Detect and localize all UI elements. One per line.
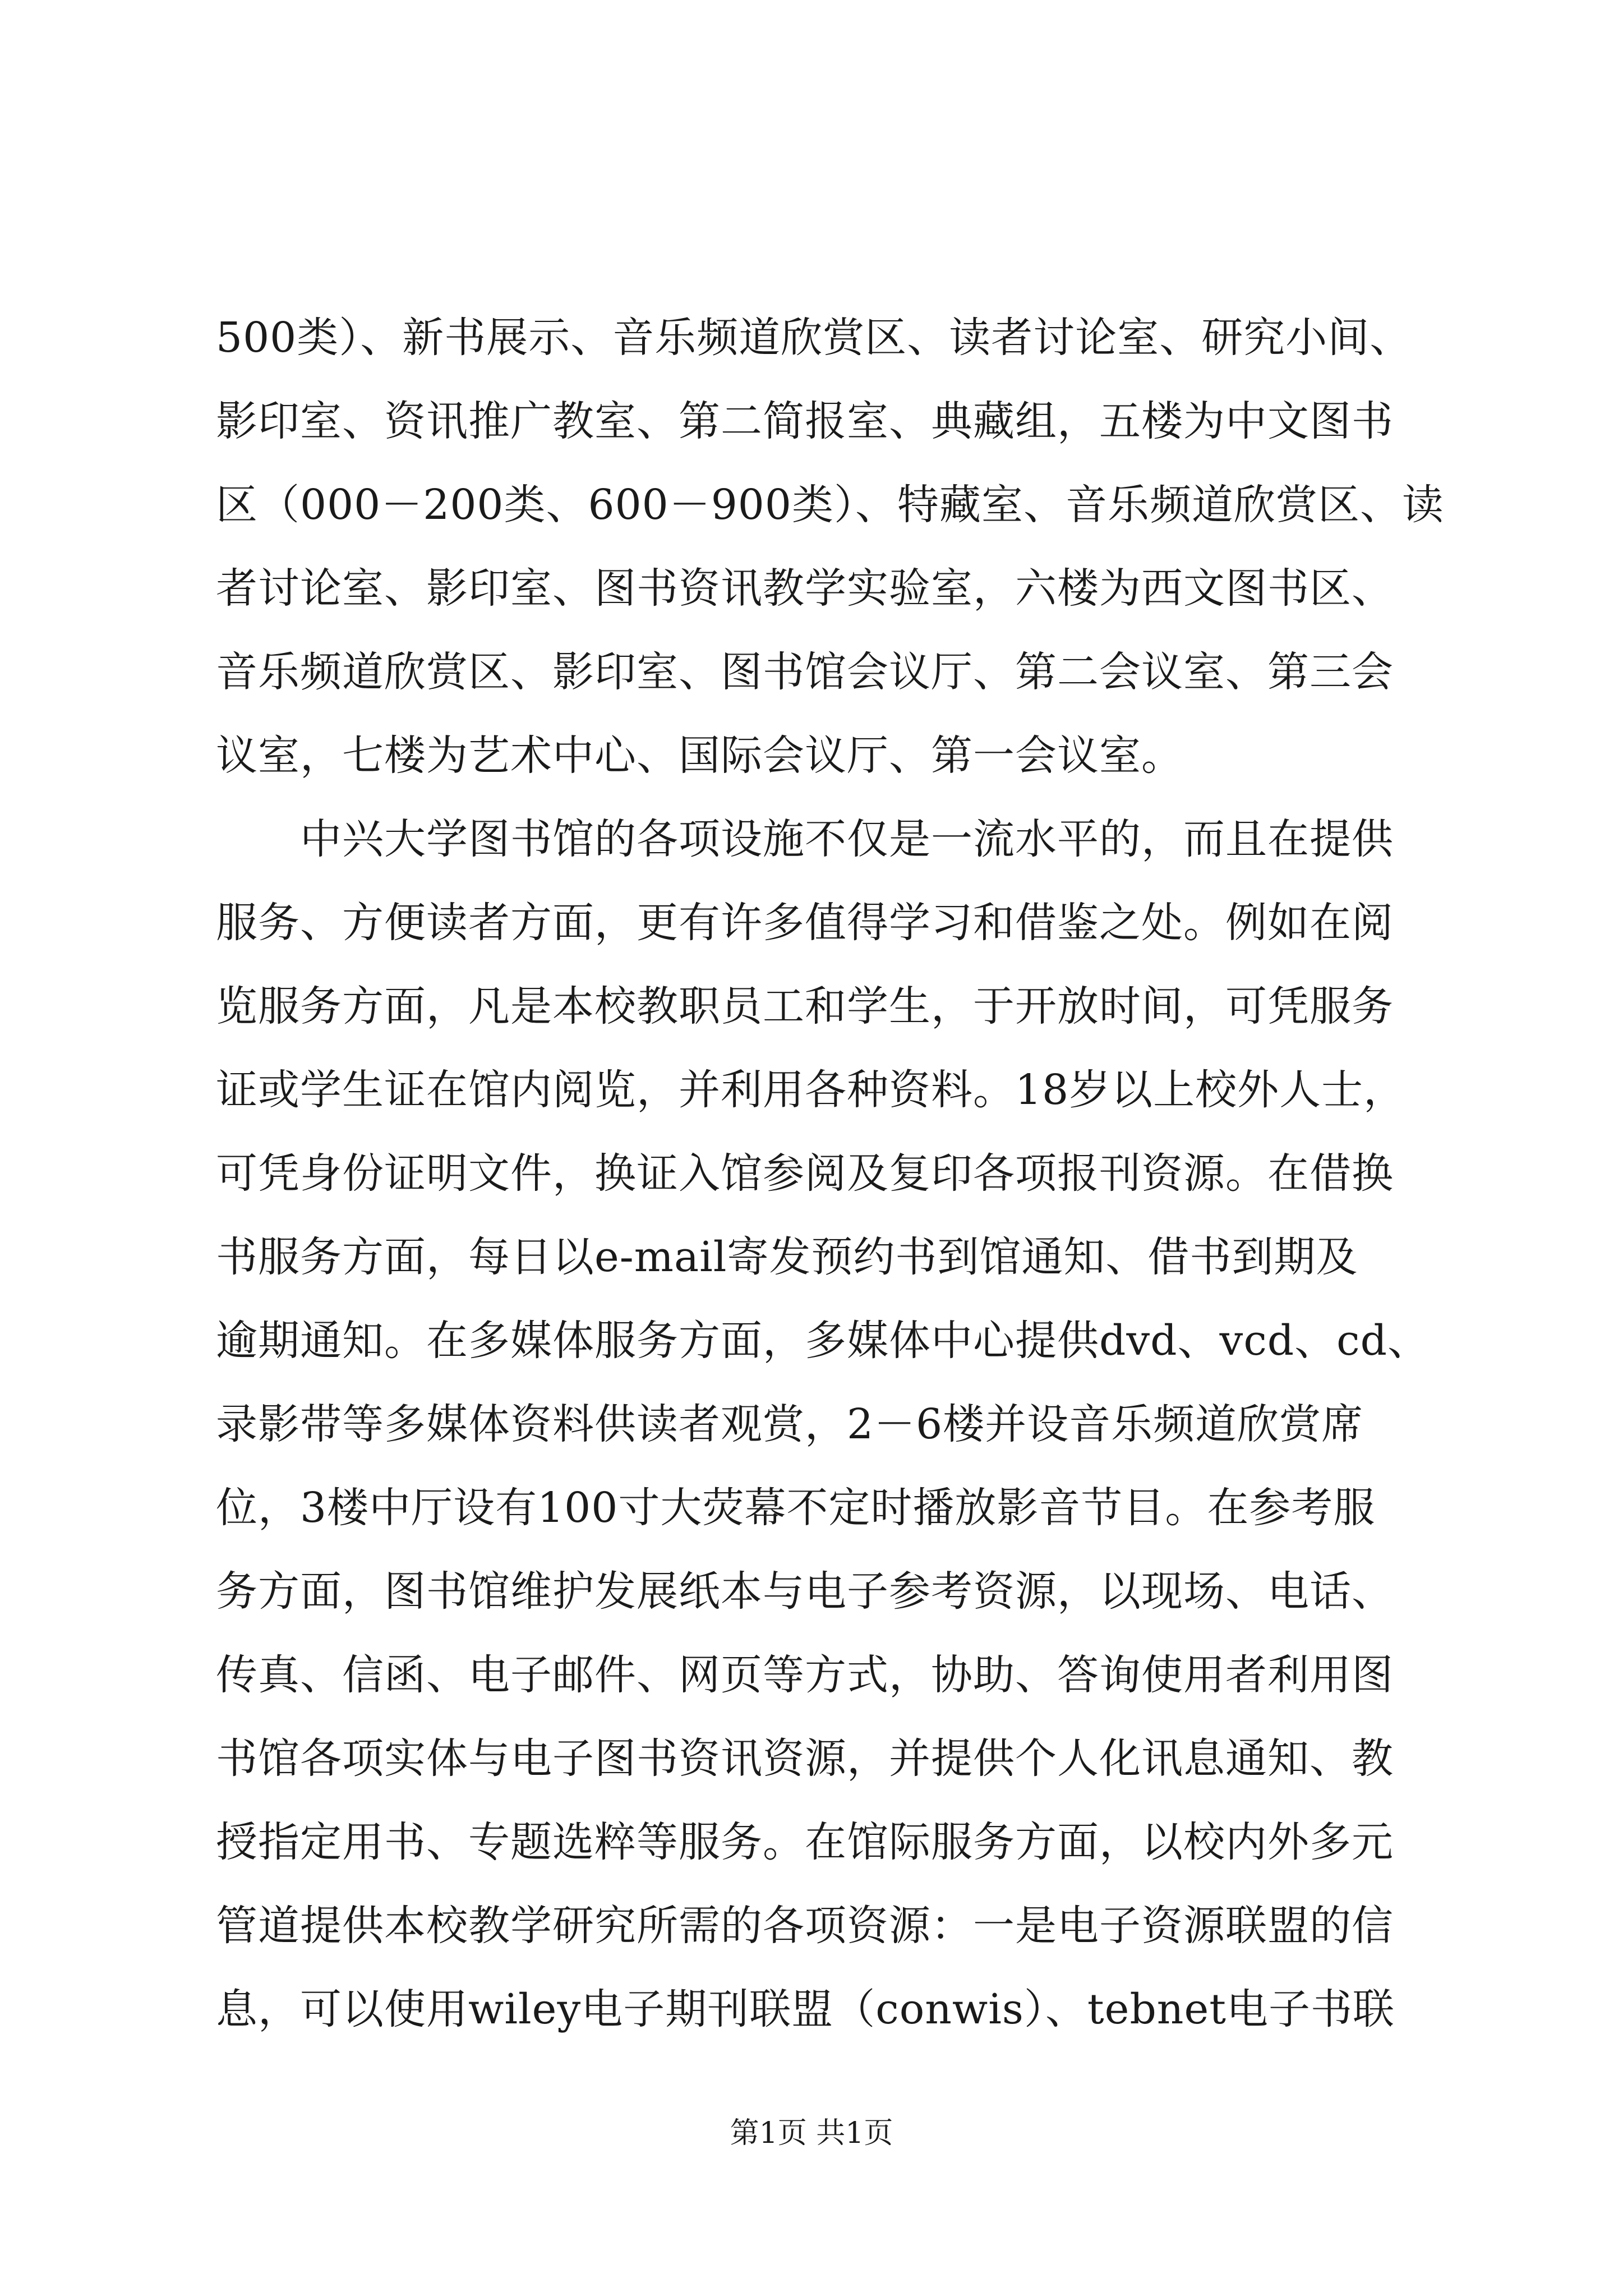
text-line: 务方面，图书馆维护发展纸本与电子参考资源，以现场、电话、	[216, 1567, 1394, 1616]
paragraph-first-line: 中兴大学图书馆的各项设施不仅是一流水平的，而且在提供	[300, 815, 1394, 863]
text-line: 议室，七楼为艺术中心、国际会议厅、第一会议室。	[216, 731, 1183, 780]
text-line: 传真、信函、电子邮件、网页等方式，协助、答询使用者利用图	[216, 1651, 1394, 1699]
page-footer: 第1页 共1页	[730, 2116, 893, 2150]
body-text	[216, 296, 1444, 2051]
text-line: 书服务方面，每日以e-mail寄发预约书到馆通知、借书到期及	[216, 1233, 1358, 1281]
text-line: 授指定用书、专题选粹等服务。在馆际服务方面，以校内外多元	[216, 1818, 1394, 1866]
text-line: 区（000－200类、600－900类）、特藏室、音乐频道欣赏区、读	[216, 481, 1444, 529]
text-line: 者讨论室、影印室、图书资讯教学实验室，六楼为西文图书区、	[216, 564, 1394, 613]
text-line: 位，3楼中厅设有100寸大荧幕不定时播放影音节目。在参考服	[216, 1484, 1376, 1532]
text-line: 逾期通知。在多媒体服务方面，多媒体中心提供dvd、vcd、cd、	[216, 1317, 1430, 1365]
text-line: 服务、方便读者方面，更有许多值得学习和借鉴之处。例如在阅	[216, 899, 1394, 947]
text-line: 影印室、资讯推广教室、第二简报室、典藏组，五楼为中文图书	[216, 397, 1394, 445]
text-line: 500类）、新书展示、音乐频道欣赏区、读者讨论室、研究小间、	[216, 314, 1412, 362]
text-line: 管道提供本校教学研究所需的各项资源：一是电子资源联盟的信	[216, 1902, 1394, 1950]
text-line: 可凭身份证明文件，换证入馆参阅及复印各项报刊资源。在借换	[216, 1149, 1394, 1198]
text-line: 录影带等多媒体资料供读者观赏，2－6楼并设音乐频道欣赏席	[216, 1400, 1364, 1448]
text-line: 音乐频道欣赏区、影印室、图书馆会议厅、第二会议室、第三会	[216, 648, 1394, 696]
text-line: 书馆各项实体与电子图书资讯资源，并提供个人化讯息通知、教	[216, 1734, 1394, 1783]
text-line: 证或学生证在馆内阅览，并利用各种资料。18岁以上校外人士，	[216, 1066, 1406, 1114]
text-line: 息，可以使用wiley电子期刊联盟（conwis）、tebnet电子书联	[216, 1985, 1395, 2033]
text-line: 览服务方面，凡是本校教职员工和学生，于开放时间，可凭服务	[216, 982, 1394, 1030]
